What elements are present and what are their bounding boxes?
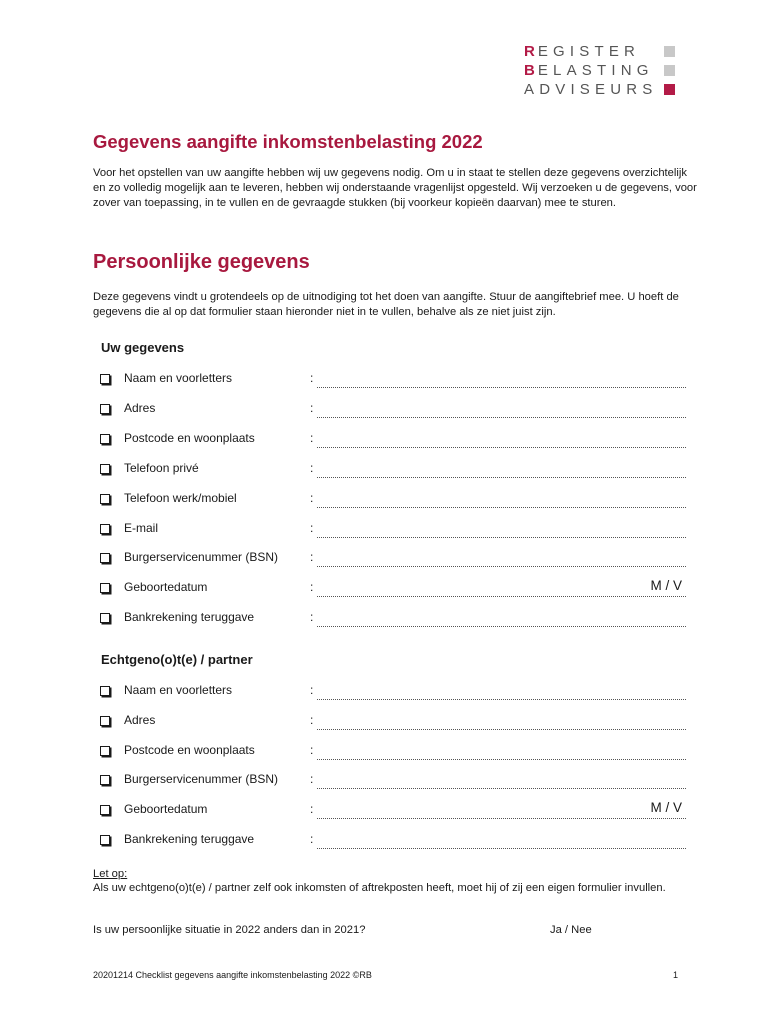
field-input-line[interactable] — [317, 848, 686, 849]
form-row-naam-en-voorletters — [100, 371, 690, 391]
checkbox-icon[interactable] — [100, 805, 110, 815]
page-title: Gegevens aangifte inkomstenbelasting 2022 — [93, 131, 483, 152]
field-colon: : — [310, 683, 314, 697]
form-row-telefoon-werk-mobiel — [100, 491, 690, 511]
field-label: Adres — [124, 712, 156, 727]
gender-option[interactable]: M / V — [650, 800, 682, 816]
form-row-telefoon-prive — [100, 461, 690, 481]
form-row-geboortedatum — [100, 802, 690, 822]
field-label: Postcode en woonplaats — [124, 742, 255, 757]
form-row-geboortedatum — [100, 580, 690, 600]
checkbox-icon[interactable] — [100, 524, 110, 534]
intro-paragraph: Voor het opstellen van uw aangifte hebben wij uw gegevens nodig. Om u in staat te stellen deze gegevens overzichtelijk en zo volledig mogelijk aan te leveren, hebben wij onderstaande vragenlijst opgesteld. Wij verzoeken u de gegevens, voor zover van toepassing, in te vullen en de gevraagde stukken (bij voorkeur kopieën daarvan) mee te sturen. — [93, 167, 697, 209]
logo-initial: R — [524, 42, 538, 60]
field-label: Postcode en woonplaats — [124, 430, 255, 445]
field-label: Burgerservicenummer (BSN) — [124, 772, 279, 787]
field-colon: : — [310, 742, 314, 757]
checkbox-icon[interactable] — [100, 746, 110, 756]
situation-question: Is uw persoonlijke situatie in 2022 anders dan in 2021? — [93, 924, 366, 936]
field-label: Geboortedatum — [124, 580, 208, 595]
field-input-line[interactable] — [317, 507, 686, 508]
field-input-line[interactable] — [317, 699, 686, 700]
logo-word: ELASTING — [537, 61, 654, 79]
field-colon: : — [310, 772, 314, 787]
field-input-line[interactable] — [317, 818, 686, 819]
field-input-line[interactable] — [317, 417, 686, 418]
checkbox-icon[interactable] — [100, 686, 110, 696]
checkbox-icon[interactable] — [100, 613, 110, 623]
field-colon: : — [310, 430, 314, 445]
form-row-burgerservicenummer-bsn — [100, 550, 690, 570]
field-label: Telefoon privé — [124, 460, 199, 475]
field-input-line[interactable] — [317, 477, 686, 478]
field-input-line[interactable] — [317, 788, 686, 789]
field-input-line[interactable] — [317, 447, 686, 448]
field-label: Naam en voorletters — [124, 371, 233, 385]
field-input-line[interactable] — [317, 626, 686, 627]
field-label: Bankrekening teruggave — [124, 610, 255, 625]
logo-square-icon — [664, 46, 675, 57]
field-colon: : — [310, 400, 314, 415]
checkbox-icon[interactable] — [100, 716, 110, 726]
field-label: Naam en voorletters — [124, 683, 233, 697]
form-row-bankrekening-teruggave — [100, 832, 690, 852]
checkbox-icon[interactable] — [100, 494, 110, 504]
logo-line-belasting — [524, 61, 675, 79]
field-input-line[interactable] — [317, 759, 686, 760]
page-number: 1 — [673, 970, 679, 980]
checkbox-icon[interactable] — [100, 553, 110, 563]
note-text: Als uw echtgeno(o)t(e) / partner zelf ook inkomsten of aftrekposten heeft, moet hij of zij een eigen formulier invullen. — [93, 882, 666, 894]
uw-gegevens-heading: Uw gegevens — [101, 340, 185, 355]
field-label: Geboortedatum — [124, 802, 208, 817]
field-input-line[interactable] — [317, 566, 686, 567]
logo-initial: B — [524, 61, 538, 79]
footer-text: 20201214 Checklist gegevens aangifte inkomstenbelasting 2022 ©RB — [93, 970, 372, 980]
form-row-postcode-en-woonplaats — [100, 743, 690, 763]
field-input-line[interactable] — [317, 387, 686, 388]
field-colon: : — [310, 610, 314, 625]
checkbox-icon[interactable] — [100, 835, 110, 845]
field-colon: : — [310, 520, 314, 535]
field-label: Burgerservicenummer (BSN) — [124, 550, 279, 565]
logo-square-icon — [664, 65, 675, 76]
section-title: Persoonlijke gegevens — [93, 251, 310, 273]
form-row-naam-en-voorletters — [100, 683, 690, 703]
field-colon: : — [310, 802, 314, 817]
note-title: Let op: — [93, 868, 128, 880]
field-colon: : — [310, 832, 314, 846]
logo-word: ADVISEURS — [524, 80, 658, 98]
yes-no-answer[interactable]: Ja / Nee — [550, 924, 592, 936]
field-label: E-mail — [124, 520, 159, 535]
gender-option[interactable]: M / V — [650, 578, 682, 594]
section-intro-paragraph: Deze gegevens vindt u grotendeels op de uitnodiging tot het doen van aangifte. Stuur de aangiftebrief mee. U hoeft de gegevens die al op dat formulier staan hieronder niet in te vullen, behalve als ze niet juist zijn. — [93, 291, 679, 318]
checkbox-icon[interactable] — [100, 775, 110, 785]
field-label: Telefoon werk/mobiel — [124, 490, 237, 505]
field-colon: : — [310, 712, 314, 727]
partner-heading: Echtgeno(o)t(e) / partner — [101, 652, 253, 667]
field-label: Bankrekening teruggave — [124, 832, 255, 846]
checkbox-icon[interactable] — [100, 404, 110, 414]
form-row-burgerservicenummer-bsn — [100, 772, 690, 792]
checkbox-icon[interactable] — [100, 583, 110, 593]
company-logo — [524, 42, 675, 99]
checkbox-icon[interactable] — [100, 374, 110, 384]
field-colon: : — [310, 580, 314, 595]
field-colon: : — [310, 371, 314, 385]
form-row-bankrekening-teruggave — [100, 610, 690, 630]
logo-word: EGISTER — [537, 42, 641, 60]
form-row-e-mail — [100, 521, 690, 541]
checkbox-icon[interactable] — [100, 434, 110, 444]
form-row-postcode-en-woonplaats — [100, 431, 690, 451]
field-input-line[interactable] — [317, 729, 686, 730]
logo-line-adviseurs — [524, 80, 675, 98]
logo-square-icon — [664, 84, 675, 95]
field-colon: : — [310, 550, 314, 565]
checkbox-icon[interactable] — [100, 464, 110, 474]
field-input-line[interactable] — [317, 596, 686, 597]
field-input-line[interactable] — [317, 537, 686, 538]
field-colon: : — [310, 490, 314, 505]
form-row-adres — [100, 713, 690, 733]
field-label: Adres — [124, 400, 156, 415]
field-colon: : — [310, 460, 314, 475]
form-row-adres — [100, 401, 690, 421]
logo-line-register — [524, 42, 675, 60]
